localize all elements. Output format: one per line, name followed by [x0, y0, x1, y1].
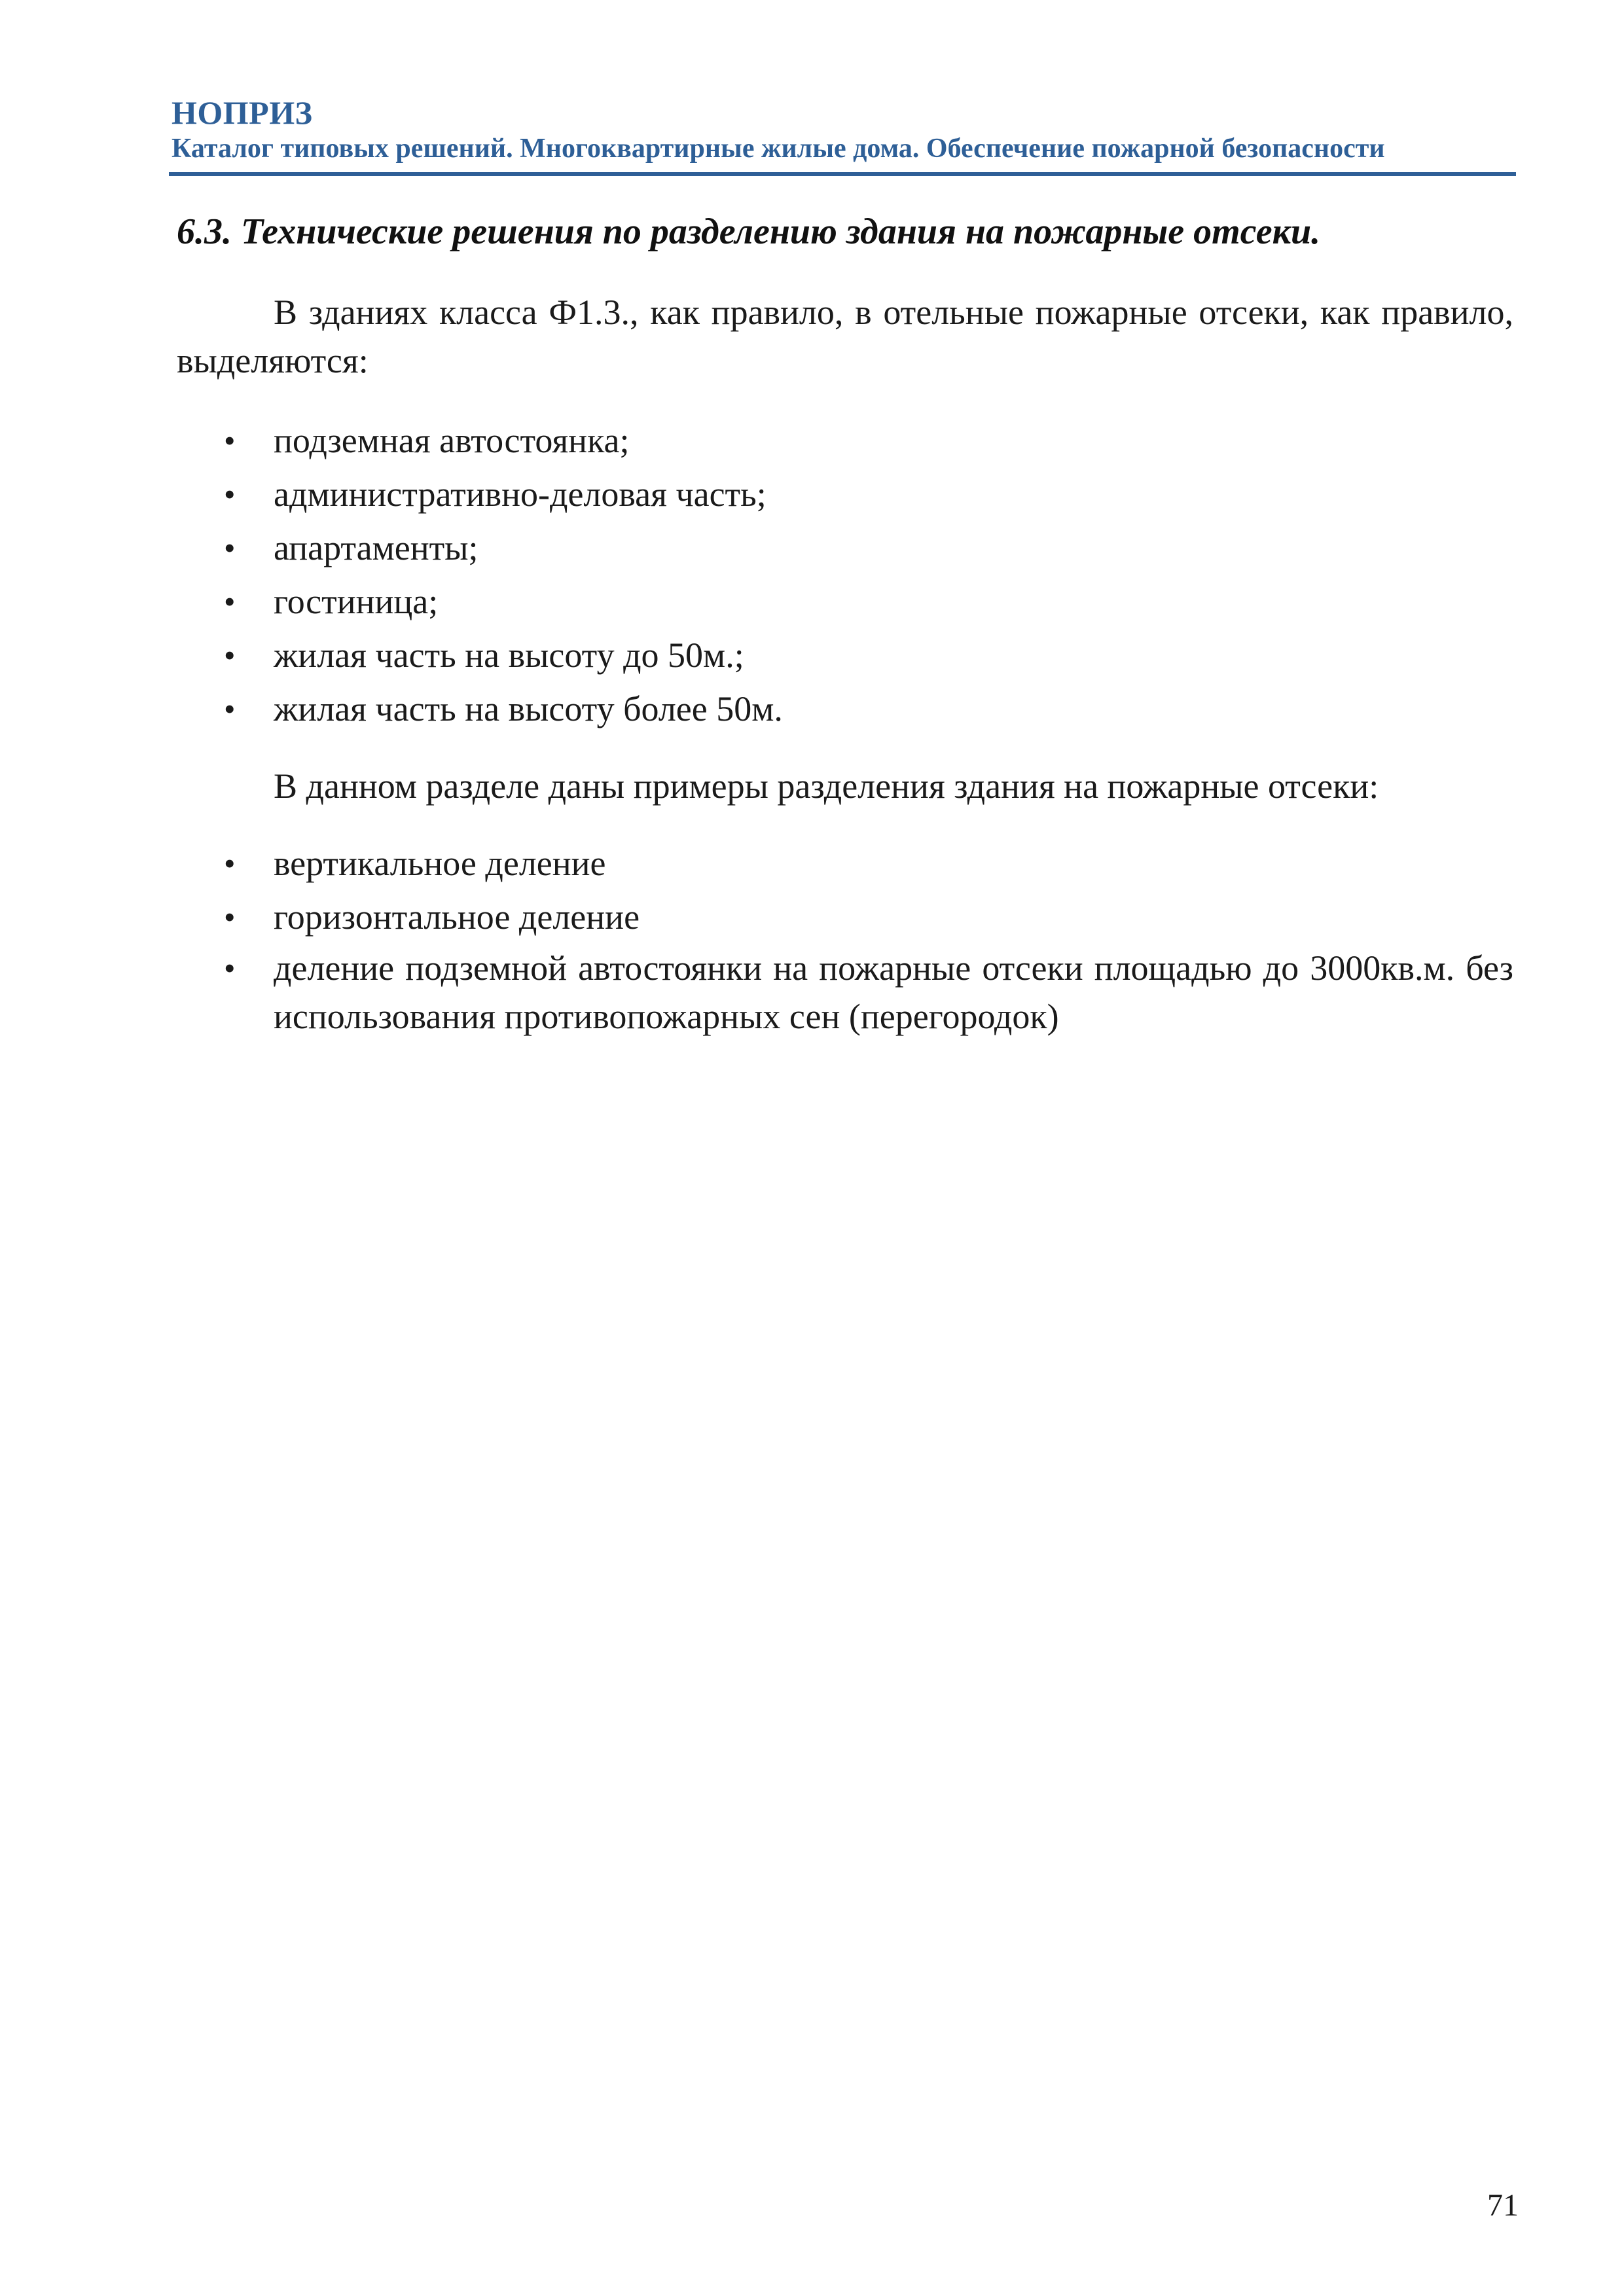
list-item-text: административно-деловая часть; [274, 475, 767, 514]
list-item-text: гостиница; [274, 582, 439, 621]
body-content [177, 288, 1513, 1041]
bullet-icon: • [224, 529, 236, 566]
list-item-text: жилая часть на высоту более 50м. [274, 689, 783, 728]
bullet-icon: • [224, 950, 236, 986]
header-divider [169, 172, 1516, 176]
list-item-text: деление подземной автостоянки на пожарные отсеки площадью до 3000кв.м. без использования противопожарных сен (перегородок) [274, 948, 1513, 1036]
section-title: 6.3. Технические решения по разделению здания на пожарные отсеки. [177, 211, 1321, 252]
list-item [177, 575, 1513, 628]
list-item [177, 628, 1513, 682]
header-subtitle: Каталог типовых решений. Многоквартирные жилые дома. Обеспечение пожарной безопасности [171, 134, 1385, 164]
list-item-text: апартаменты; [274, 528, 478, 567]
bullet-icon: • [224, 637, 236, 673]
list-item [177, 467, 1513, 521]
running-header [171, 93, 1513, 165]
list-item [177, 682, 1513, 736]
bullet-icon: • [224, 691, 236, 727]
list-item [177, 890, 1513, 944]
list-item-text: горизонтальное деление [274, 897, 640, 937]
list-item-text: жилая часть на высоту до 50м.; [274, 636, 744, 675]
page-number: 71 [1487, 2188, 1519, 2223]
list-item-text: подземная автостоянка; [274, 421, 630, 460]
list-item [177, 521, 1513, 575]
bullet-icon: • [224, 476, 236, 512]
list-item [177, 414, 1513, 467]
bullet-icon: • [224, 583, 236, 620]
compartment-list [177, 414, 1513, 736]
bullet-icon: • [224, 422, 236, 459]
intro-paragraph: В зданиях класса Ф1.3., как правило, в отельные пожарные отсеки, как правило, выделяются: [177, 293, 1513, 380]
bullet-icon: • [224, 845, 236, 882]
list-item [177, 836, 1513, 890]
division-examples-list [177, 836, 1513, 1041]
header-org: НОПРИЗ [171, 94, 313, 131]
list-item [177, 944, 1513, 1041]
examples-paragraph: В данном разделе даны примеры разделения здания на пожарные отсеки: [274, 766, 1379, 806]
bullet-icon: • [224, 899, 236, 935]
list-item-text: вертикальное деление [274, 844, 606, 883]
